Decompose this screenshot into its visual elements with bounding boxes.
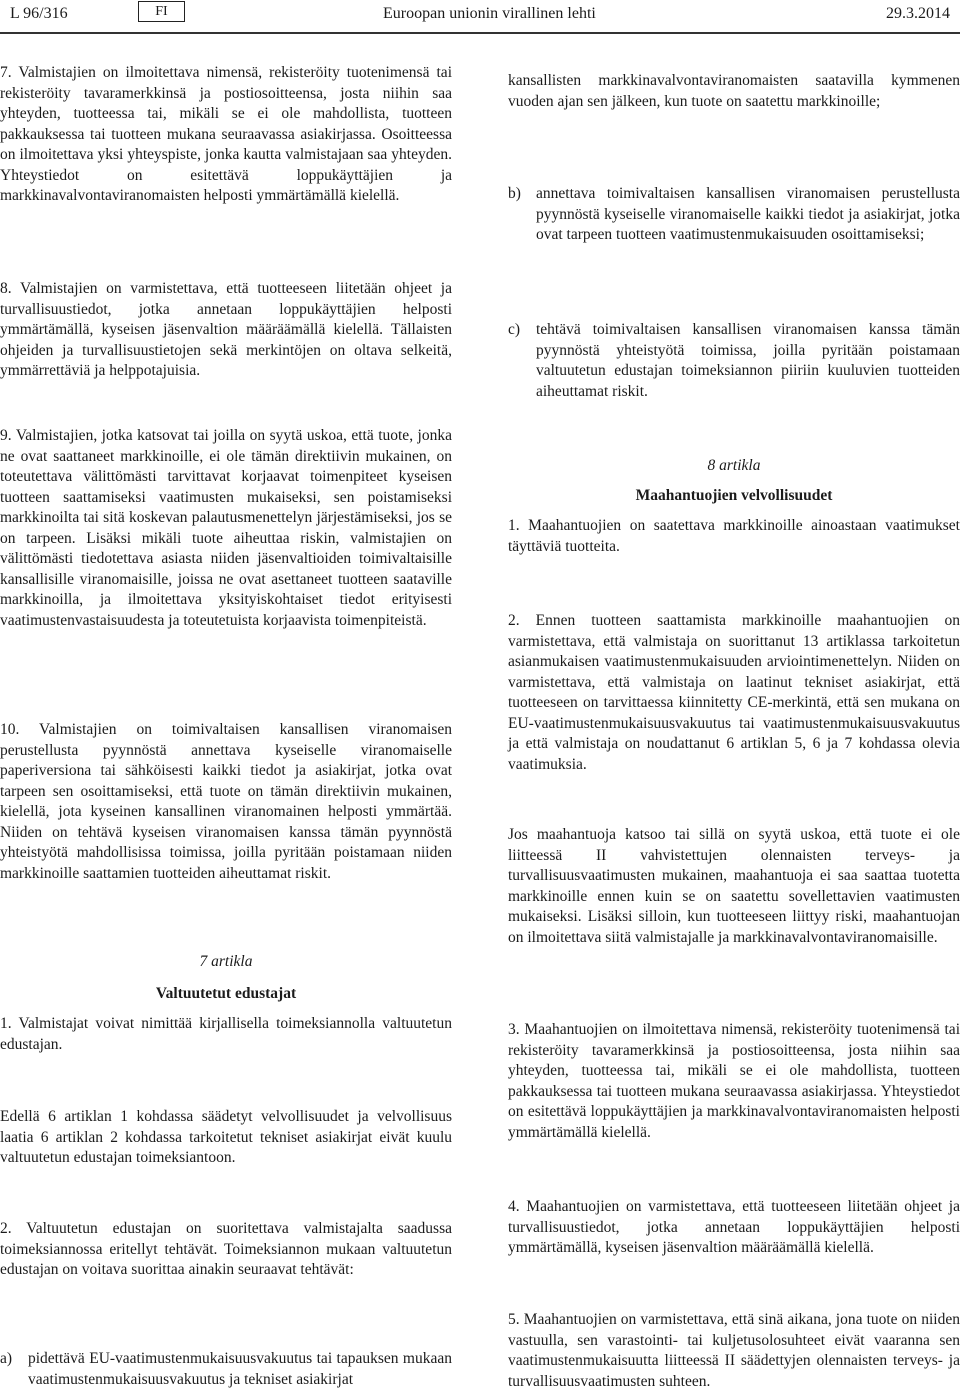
item-c-label: c)	[508, 321, 521, 338]
page-header	[0, 0, 960, 34]
paragraph-8	[0, 279, 452, 382]
item-a-continuation	[508, 71, 960, 112]
article-8-paragraph-3	[508, 1020, 960, 1143]
item-a-label: a)	[0, 1350, 13, 1367]
article-7-paragraph-1-sub	[0, 1107, 452, 1169]
journal-reference: L 96/316	[10, 5, 68, 22]
paragraph-7	[0, 63, 452, 207]
article-8-title: Maahantuojien velvollisuudet	[635, 487, 833, 504]
article-7-item-a	[0, 1349, 452, 1390]
article-7-paragraph-1-text: 1. Valmistajat voivat nimittää kirjallisella toimeksiannolla valtuutetun edustajan.	[0, 1015, 452, 1053]
article-8-paragraph-4	[508, 1197, 960, 1259]
paragraph-9-text: 9. Valmistajien, jotka katsovat tai joilla on syytä uskoa, että tuote, jonka ne ovat saattaneet markkinoille, ei ole tämän direktiivin mukainen, on toteutettava välittömästi tarvittavat korjaavat toimenpiteet kyseisen tuotteen saattamiseksi vaatimusten mukaiseksi, sen poistamiseksi markkinoilta tai sitä koskevan palautusmenettelyn järjestämiseksi, jos se on tarpeen. Lisäksi mikäli tuote aiheuttaa riskin, valmistajien on välittömästi tiedotettava asiasta niiden jäsenvaltioiden toimivaltaisille kansallisille viranomaisille, joissa ne ovat asettaneet tuotteen saataville markkinoilla, ja ilmoitettava yksityiskohtaiset tiedot erityisesti vaatimustenvastaisuudesta ja toteutetuista korjaavista toimenpiteistä.	[0, 427, 452, 629]
item-a-text: pidettävä EU-vaatimustenmukaisuusvakuutus tai tapauksen mukaan vaatimustenmukaisuusvakuutus ja tekniset asiakirjat	[28, 1350, 452, 1388]
item-b-label: b)	[508, 185, 521, 202]
article-7-number: 7 artikla	[199, 953, 253, 970]
paragraph-7-text: 7. Valmistajien on ilmoitettava nimensä, rekisteröity tuotenimensä tai rekisteröity tavaramerkkinsä ja postiosoitteensa, josta niihin saa yhteyden, tuotteessa tai, mikäli se ei ole mahdollista, tuotteen pakkauksessa tai tuotteen mukana seuraavassa asiakirjassa. Osoitteessa on ilmoitettava yksi yhteyspiste, jonka kautta valmistajaan saa yhteyden. Yhteystiedot on esitettävä loppukäyttäjien ja markkinavalvontaviranomaisten helposti ymmärtämällä kielellä.	[0, 64, 452, 204]
article-8-paragraph-1-text: 1. Maahantuojien on saatettava markkinoille ainoastaan vaatimukset täyttäviä tuotteita.	[508, 517, 960, 555]
article-7-title: Valtuutetut edustajat	[155, 985, 297, 1002]
article-7-item-b	[508, 184, 960, 246]
paragraph-9	[0, 426, 452, 631]
article-7-paragraph-2	[0, 1219, 452, 1281]
article-7-item-c	[508, 320, 960, 402]
item-c-text: tehtävä toimivaltaisen kansallisen viranomaisen kanssa tämän pyynnöstä yhteistyötä toimissa, joilla pyritään poistamaan valtuutetun edustajan toimeksiannon piiriin kuuluvien tuotteiden aiheuttamat riskit.	[536, 321, 960, 400]
article-8-paragraph-2-sub-text: Jos maahantuoja katsoo tai sillä on syytä uskoa, että tuote ei ole liitteessä II vahvistettujen olennaisten terveys- ja turvallisuusvaatimusten mukainen, maahantuoja ei saa saattaa tuotetta markkinoille ennen kuin se on saatettu sovellettavien vaatimusten mukaiseksi. Lisäksi silloin, kun tuotteeseen liittyy riski, maahantuojan on ilmoitettava siitä valmistajalle ja markkinavalvontaviranomaisille.	[508, 826, 960, 946]
article-8-paragraph-3-text: 3. Maahantuojien on ilmoitettava nimensä, rekisteröity tuotenimensä tai rekisteröity tavaramerkkinsä ja postiosoitteensa, josta niihin saa yhteyden, tuotteessa tai, mikäli se ei ole mahdollista, tuotteen pakkauksessa tai tuotteen mukana seuraavassa asiakirjassa. Yhteystiedot on esitettävä loppukäyttäjien ja markkinavalvontaviranomaisten helposti ymmärtämällä kielellä.	[508, 1021, 960, 1141]
publication-date: 29.3.2014	[886, 5, 950, 22]
paragraph-8-text: 8. Valmistajien on varmistettava, että tuotteeseen liitetään ohjeet ja turvallisuustiedot, jotka annetaan loppukäyttäjien helposti ymmärtämällä, kyseisen jäsenvaltion määräämällä kielellä. Tällaisten ohjeiden ja turvallisuustietojen sekä merkintöjen on oltava selkeitä, ymmärrettäviä ja helppotajuisia.	[0, 280, 452, 379]
item-b-text: annettava toimivaltaisen kansallisen viranomaisen perustellusta pyynnöstä kyseiselle viranomaiselle kaikki tiedot ja asiakirjat, jotka ovat tarpeen tuotteen vaatimustenmukaisuuden osoittamiseksi;	[536, 185, 960, 243]
journal-title: Euroopan unionin virallinen lehti	[383, 5, 596, 22]
article-8-paragraph-2-text: 2. Ennen tuotteen saattamista markkinoille maahantuojien on varmistettava, että valmistaja on suorittanut 13 artiklassa tarkoitetun asianmukaisen vaatimustenmukaisuuden arviointimenettelyn. Niiden on varmistettava, että valmistaja on laatinut tekniset asiakirjat, että tuotteeseen on tarvittaessa kiinnitetty CE-merkintä, että sen mukana on EU-vaatimustenmukaisuusvakuutus tai vaatimustenmukaisuusvakuutus ja että valmistaja on noudattanut 6 artiklan 5, 6 ja 7 kohdassa olevia vaatimuksia.	[508, 612, 960, 773]
article-8-paragraph-1	[508, 516, 960, 557]
article-8-paragraph-5-text: 5. Maahantuojien on varmistettava, että sinä aikana, jona tuote on niiden vastuulla, sen varastointi- tai kuljetusolosuhteet eivät vaaranna sen vaatimustenmukaisuutta liitteessä II säädettyjen olennaisten terveys- ja turvallisuusvaatimusten suhteen.	[508, 1311, 960, 1390]
item-a-continuation-text: kansallisten markkinavalvontaviranomaisten saatavilla kymmenen vuoden ajan sen jälkeen, kun tuote on saatettu markkinoille;	[508, 72, 960, 110]
paragraph-10-text: 10. Valmistajien on toimivaltaisen kansallisen viranomaisen perustellusta pyynnöstä annettava kyseiselle viranomaiselle paperiversiona tai sähköisesti kaikki tiedot ja asiakirjat, jotka ovat tarpeen sen osoittamiseksi, että tuote on tämän direktiivin mukainen, kielellä, jota kyseinen kansallinen viranomainen helposti ymmärtää. Niiden on tehtävä kyseisen viranomaisen kanssa tämän pyynnöstä yhteistyötä mahdollisissa toimissa, joilla pyritään poistamaan niiden markkinoille saattamien tuotteiden aiheuttamat riskit.	[0, 721, 452, 882]
article-7-paragraph-2-text: 2. Valtuutetun edustajan on suoritettava valmistajalta saadussa toimeksiannossa eritellyt tehtävät. Toimeksiannon mukaan valtuutetun edustajan on voitava suorittaa ainakin seuraavat tehtävät:	[0, 1220, 452, 1278]
article-7-paragraph-1-sub-text: Edellä 6 artiklan 1 kohdassa säädetyt velvollisuudet ja velvollisuus laatia 6 artiklan 2 kohdassa tarkoitetut tekniset asiakirjat eivät kuulu valtuutetun edustajan toimeksiantoon.	[0, 1108, 452, 1166]
header-rule	[0, 32, 960, 34]
language-code-box	[138, 1, 185, 22]
article-8-number: 8 artikla	[707, 457, 761, 474]
article-8-paragraph-4-text: 4. Maahantuojien on varmistettava, että tuotteeseen liitetään ohjeet ja turvallisuustiedot, jotka annetaan loppukäyttäjien helposti ymmärtämällä, kyseisen jäsenvaltion määräämällä kielellä.	[508, 1198, 960, 1256]
paragraph-10	[0, 720, 452, 884]
language-code: FI	[155, 3, 168, 19]
article-8-paragraph-2	[508, 611, 960, 775]
article-8-paragraph-2-sub	[508, 825, 960, 948]
article-7-paragraph-1	[0, 1014, 452, 1055]
article-8-paragraph-5	[508, 1310, 960, 1392]
